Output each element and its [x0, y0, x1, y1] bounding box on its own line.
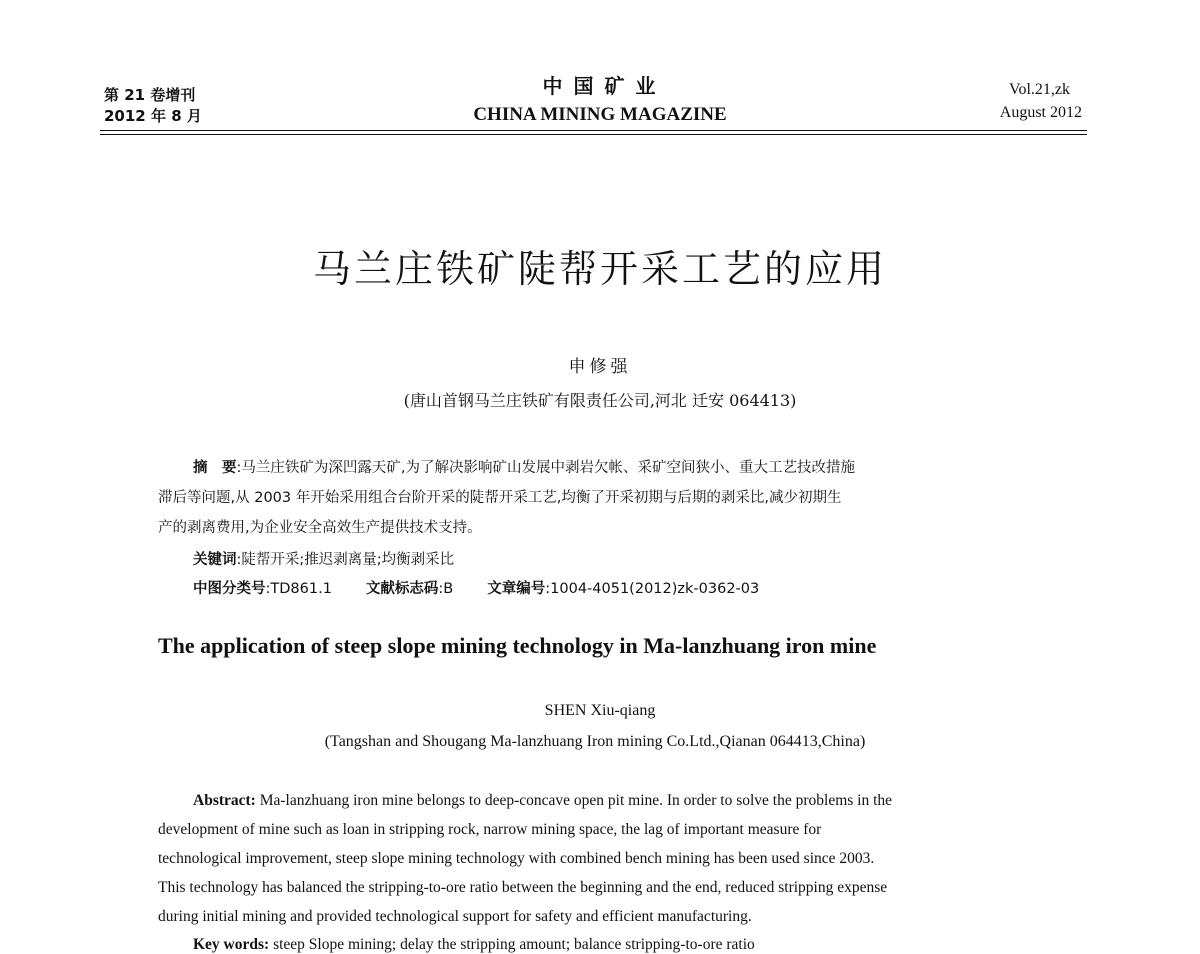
journal-name-en: CHINA MINING MAGAZINE	[473, 104, 727, 125]
article-no-value: :1004-4051(2012)zk-0362-03	[545, 581, 760, 597]
abstract-label-en: Abstract:	[193, 792, 256, 809]
journal-name-cn: 中 国 矿 业	[542, 74, 658, 98]
date-cn: 2012 年 8 月	[104, 107, 202, 125]
keywords-cn: 关键词:陡帮开采;推迟剥离量;均衡剥采比	[193, 552, 455, 568]
abstract-en-line-5: during initial mining and provided technological support for safety and efficient manufacturing.	[158, 908, 752, 925]
abstract-label-cn: 摘 要	[193, 460, 237, 476]
keywords-label-cn: 关键词	[193, 552, 237, 568]
doc-code-label: 文献标志码	[365, 581, 439, 597]
abstract-en-line-1: Abstract: Ma-lanzhuang iron mine belongs to deep-concave open pit mine. In order to solve the problems in the	[193, 792, 893, 809]
author-affiliation-en: (Tangshan and Shougang Ma-lanzhuang Iron mining Co.Ltd.,Qianan 064413,China)	[324, 733, 866, 750]
author-affiliation-cn: (唐山首钢马兰庄铁矿有限责任公司,河北 迁安 064413)	[403, 391, 797, 410]
clc-label: 中图分类号	[193, 581, 266, 597]
author-name-cn: 申修强	[568, 357, 632, 377]
abstract-en-line-3: technological improvement, steep slope mining technology with combined bench mining has been used since 2003.	[158, 850, 875, 867]
date-en: August 2012	[999, 104, 1082, 121]
author-name-en: SHEN Xiu-qiang	[544, 702, 656, 719]
keywords-label-en: Key words:	[193, 936, 270, 953]
header-rule-top	[100, 130, 1087, 131]
clc-value: :TD861.1	[265, 581, 332, 597]
abstract-en-line-4: This technology has balanced the stripping-to-ore ratio between the beginning and the end, reduced stripping expense	[158, 879, 888, 896]
article-no-label: 文章编号	[487, 581, 546, 597]
volume-issue-cn: 第 21 卷增刊	[104, 86, 196, 104]
keywords-en: Key words: steep Slope mining; delay the stripping amount; balance stripping-to-ore ratio	[193, 936, 755, 953]
classification-line	[193, 577, 759, 598]
abstract-en-line-2: development of mine such as loan in stripping rock, narrow mining space, the lag of important measure for	[158, 821, 822, 838]
abstract-cn-line-3: 产的剥离费用,为企业安全高效生产提供技术支持。	[158, 520, 482, 536]
header-rule-bottom	[100, 134, 1087, 135]
abstract-cn-line-1: 摘 要:马兰庄铁矿为深凹露天矿,为了解决影响矿山发展中剥岩欠帐、采矿空间狭小、重大工艺技改措施	[193, 460, 855, 476]
article-title-en: The application of steep slope mining technology in Ma-lanzhuang iron mine	[158, 633, 877, 658]
doc-code-value: :B	[438, 581, 454, 597]
article-title-cn: 马兰庄铁矿陡帮开采工艺的应用	[312, 247, 887, 291]
volume-en: Vol.21,zk	[1008, 81, 1070, 98]
abstract-cn-line-2: 滞后等问题,从 2003 年开始采用组合台阶开采的陡帮开采工艺,均衡了开采初期与后期的剥采比,减少初期生	[158, 490, 842, 506]
